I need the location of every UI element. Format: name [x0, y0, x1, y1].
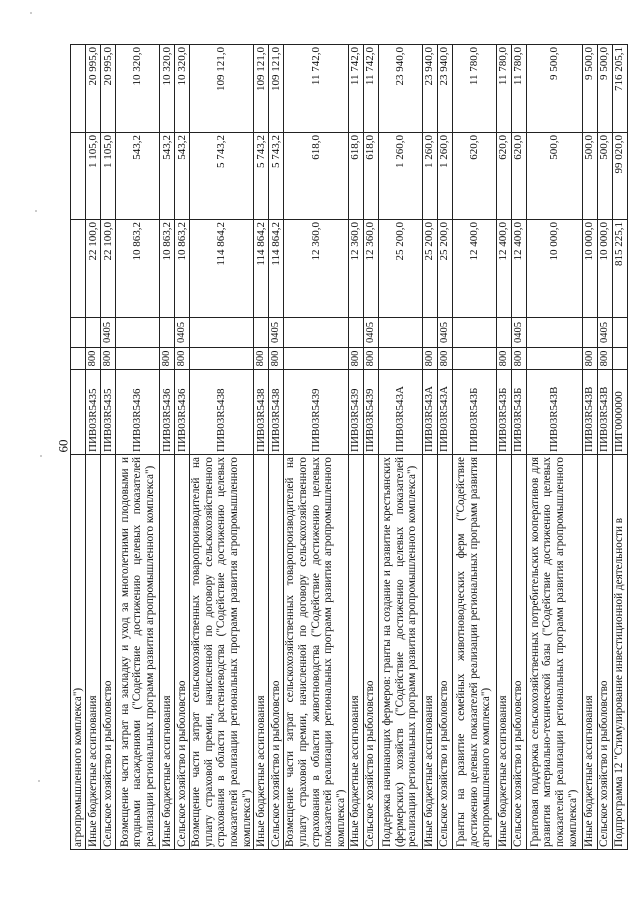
- amount-federal-cell: 20 995,0: [86, 45, 101, 133]
- amount-total-cell: 12 400,0: [452, 220, 496, 318]
- section-code-cell: [348, 318, 363, 348]
- expense-type-cell: 800: [101, 348, 116, 370]
- budget-table-rotated: [70, 45, 626, 850]
- amount-federal-cell: 11 742,0: [348, 45, 363, 133]
- target-code-cell: ПИВ03R5435: [101, 370, 116, 455]
- table-row: [284, 45, 348, 850]
- expense-type-cell: [612, 348, 627, 370]
- expense-type-cell: [116, 348, 160, 370]
- amount-federal-cell: 11 780,0: [452, 45, 496, 133]
- amount-federal-cell: 10 320,0: [160, 45, 175, 133]
- table-row: [597, 45, 612, 850]
- target-code-cell: ПИГ0000000: [612, 370, 627, 455]
- section-code-cell: 0405: [363, 318, 378, 348]
- row-name-cell: Возмещение части затрат на закладку и уход за многолетними плодовыми и ягодными насаждениями ("Содействие достижению целевых показателей реализации региональных программ развития агропромышленного комплекса"): [116, 455, 160, 850]
- table-row: [86, 45, 101, 850]
- section-code-cell: [582, 318, 597, 348]
- amount-regional-cell: 543,2: [160, 133, 175, 220]
- row-name-cell: Поддержка начинающих фермеров: гранты на создание и развитие крестьянских (фермерских) хозяйств ("Содействие достижению целевых показателей реализации региональных программ развития агропромышленного комплекса"): [378, 455, 422, 850]
- row-name-cell: Сельское хозяйство и рыболовство: [363, 455, 378, 850]
- amount-total-cell: 815 225,1: [612, 220, 627, 318]
- amount-total-cell: 25 200,0: [422, 220, 437, 318]
- table-row: [422, 45, 437, 850]
- section-code-cell: 0405: [101, 318, 116, 348]
- table-row: [526, 45, 582, 850]
- expense-type-cell: 800: [269, 348, 284, 370]
- amount-total-cell: 22 100,0: [101, 220, 116, 318]
- amount-federal-cell: [71, 45, 86, 133]
- amount-regional-cell: 5 743,2: [254, 133, 269, 220]
- amount-federal-cell: 20 995,0: [101, 45, 116, 133]
- amount-total-cell: 114 864,2: [254, 220, 269, 318]
- row-name-cell: Возмещение части затрат сельскохозяйственных товаропроизводителей на уплату страховой премии, начисленной по договору сельскохозяйственного страхования в области растениеводства ("Содействие достижению целевых показателей реализации региональных программ развития агропромышленного комплекса"): [190, 455, 254, 850]
- amount-total-cell: 22 100,0: [86, 220, 101, 318]
- row-name-cell: Иные бюджетные ассигнования: [496, 455, 511, 850]
- expense-type-cell: 800: [86, 348, 101, 370]
- section-code-cell: [160, 318, 175, 348]
- amount-regional-cell: 500,0: [526, 133, 582, 220]
- target-code-cell: ПИВ03R543В: [582, 370, 597, 455]
- target-code-cell: ПИВ03R5439: [348, 370, 363, 455]
- target-code-cell: ПИВ03R5436: [175, 370, 190, 455]
- target-code-cell: ПИВ03R543А: [422, 370, 437, 455]
- table-row: [496, 45, 511, 850]
- section-code-cell: 0405: [597, 318, 612, 348]
- row-name-cell: Гранты на развитие семейных животноводческих ферм ("Содействие достижению целевых показателей реализации региональных программ развития агропромышленного комплекса"): [452, 455, 496, 850]
- target-code-cell: ПИВ03R5438: [254, 370, 269, 455]
- row-name-cell: Иные бюджетные ассигнования: [160, 455, 175, 850]
- budget-table-viewport: [70, 45, 626, 850]
- amount-federal-cell: 23 940,0: [422, 45, 437, 133]
- target-code-cell: ПИВ03R5436: [116, 370, 160, 455]
- expense-type-cell: 800: [254, 348, 269, 370]
- section-code-cell: [116, 318, 160, 348]
- target-code-cell: ПИВ03R5439: [363, 370, 378, 455]
- table-row: [452, 45, 496, 850]
- amount-federal-cell: 10 320,0: [175, 45, 190, 133]
- amount-regional-cell: 99 020,0: [612, 133, 627, 220]
- amount-total-cell: 12 360,0: [284, 220, 348, 318]
- amount-federal-cell: 11 742,0: [284, 45, 348, 133]
- amount-regional-cell: 1 105,0: [86, 133, 101, 220]
- expense-type-cell: 800: [597, 348, 612, 370]
- target-code-cell: ПИВ03R5438: [269, 370, 284, 455]
- expense-type-cell: 800: [511, 348, 526, 370]
- target-code-cell: ПИВ03R543А: [437, 370, 452, 455]
- row-name-cell: Сельское хозяйство и рыболовство: [597, 455, 612, 850]
- amount-regional-cell: 618,0: [348, 133, 363, 220]
- amount-federal-cell: 11 742,0: [363, 45, 378, 133]
- amount-regional-cell: 620,0: [511, 133, 526, 220]
- target-code-cell: ПИВ03R543В: [526, 370, 582, 455]
- amount-federal-cell: 109 121,0: [190, 45, 254, 133]
- amount-total-cell: 12 360,0: [363, 220, 378, 318]
- section-code-cell: 0405: [437, 318, 452, 348]
- amount-federal-cell: 109 121,0: [269, 45, 284, 133]
- table-row: [511, 45, 526, 850]
- scan-speck: [35, 210, 37, 212]
- amount-regional-cell: 1 260,0: [378, 133, 422, 220]
- section-code-cell: [526, 318, 582, 348]
- amount-federal-cell: 23 940,0: [378, 45, 422, 133]
- target-code-cell: ПИВ03R5435: [86, 370, 101, 455]
- amount-regional-cell: 5 743,2: [269, 133, 284, 220]
- section-code-cell: [71, 318, 86, 348]
- section-code-cell: [254, 318, 269, 348]
- amount-federal-cell: 109 121,0: [254, 45, 269, 133]
- expense-type-cell: [190, 348, 254, 370]
- row-name-cell: Иные бюджетные ассигнования: [254, 455, 269, 850]
- row-name-cell: Сельское хозяйство и рыболовство: [437, 455, 452, 850]
- section-code-cell: 0405: [511, 318, 526, 348]
- row-name-cell: агропромышленного комплекса"): [71, 455, 86, 850]
- table-row: [101, 45, 116, 850]
- scan-speck: [38, 780, 40, 782]
- row-name-cell: Сельское хозяйство и рыболовство: [269, 455, 284, 850]
- expense-type-cell: 800: [496, 348, 511, 370]
- expense-type-cell: 800: [348, 348, 363, 370]
- expense-type-cell: 800: [175, 348, 190, 370]
- expense-type-cell: [452, 348, 496, 370]
- row-name-cell: Возмещение части затрат сельскохозяйственных товаропроизводителей на уплату страховой премии, начисленной по договору сельскохозяйственного страхования в области животноводства ("Содействие достижению целевых показателей реализации региональных программ развития агропромышленного комплекса"): [284, 455, 348, 850]
- row-name-cell: Сельское хозяйство и рыболовство: [175, 455, 190, 850]
- table-row: [160, 45, 175, 850]
- amount-regional-cell: 5 743,2: [190, 133, 254, 220]
- target-code-cell: ПИВ03R5438: [190, 370, 254, 455]
- section-code-cell: [452, 318, 496, 348]
- amount-federal-cell: 716 205,1: [612, 45, 627, 133]
- amount-regional-cell: 620,0: [496, 133, 511, 220]
- scan-speck: [30, 12, 32, 14]
- section-code-cell: [284, 318, 348, 348]
- budget-table-body: [71, 45, 628, 850]
- amount-regional-cell: 543,2: [116, 133, 160, 220]
- amount-federal-cell: 10 320,0: [116, 45, 160, 133]
- table-row: [175, 45, 190, 850]
- amount-total-cell: 114 864,2: [269, 220, 284, 318]
- amount-federal-cell: 9 500,0: [597, 45, 612, 133]
- table-row: [612, 45, 627, 850]
- amount-federal-cell: 23 940,0: [437, 45, 452, 133]
- amount-total-cell: 25 200,0: [378, 220, 422, 318]
- table-row: [582, 45, 597, 850]
- amount-total-cell: [71, 220, 86, 318]
- table-row: [348, 45, 363, 850]
- amount-total-cell: 10 000,0: [526, 220, 582, 318]
- target-code-cell: ПИВ03R5436: [160, 370, 175, 455]
- row-name-cell: Иные бюджетные ассигнования: [582, 455, 597, 850]
- amount-regional-cell: 618,0: [363, 133, 378, 220]
- amount-total-cell: 10 000,0: [597, 220, 612, 318]
- table-row: [254, 45, 269, 850]
- row-name-cell: Иные бюджетные ассигнования: [348, 455, 363, 850]
- table-row: [190, 45, 254, 850]
- amount-total-cell: 10 863,2: [175, 220, 190, 318]
- amount-total-cell: 114 864,2: [190, 220, 254, 318]
- amount-regional-cell: 1 260,0: [422, 133, 437, 220]
- amount-total-cell: 12 360,0: [348, 220, 363, 318]
- row-name-cell: Сельское хозяйство и рыболовство: [511, 455, 526, 850]
- table-row: [269, 45, 284, 850]
- table-row: [71, 45, 86, 850]
- row-name-cell: Подпрограмма 12 "Стимулирование инвестиционной деятельности в: [612, 455, 627, 850]
- expense-type-cell: 800: [160, 348, 175, 370]
- target-code-cell: ПИВ03R543А: [378, 370, 422, 455]
- amount-total-cell: 10 863,2: [160, 220, 175, 318]
- amount-total-cell: 12 400,0: [496, 220, 511, 318]
- amount-regional-cell: 500,0: [582, 133, 597, 220]
- amount-total-cell: 10 863,2: [116, 220, 160, 318]
- target-code-cell: ПИВ03R543Б: [511, 370, 526, 455]
- amount-regional-cell: 620,0: [452, 133, 496, 220]
- table-row: [437, 45, 452, 850]
- page-number: 60: [55, 439, 71, 453]
- row-name-cell: Грантовая поддержка сельскохозяйственных потребительских кооперативов для развития материально-технической базы ("Содействие достижению целевых показателей реализации региональных программ развития агропромышленного комплекса"): [526, 455, 582, 850]
- amount-regional-cell: 500,0: [597, 133, 612, 220]
- table-row: [116, 45, 160, 850]
- section-code-cell: 0405: [175, 318, 190, 348]
- expense-type-cell: 800: [422, 348, 437, 370]
- table-row: [363, 45, 378, 850]
- amount-total-cell: 10 000,0: [582, 220, 597, 318]
- scan-speck: [40, 455, 42, 457]
- amount-regional-cell: 618,0: [284, 133, 348, 220]
- expense-type-cell: [284, 348, 348, 370]
- amount-federal-cell: 11 780,0: [511, 45, 526, 133]
- amount-regional-cell: 1 105,0: [101, 133, 116, 220]
- amount-regional-cell: 1 260,0: [437, 133, 452, 220]
- amount-federal-cell: 11 780,0: [496, 45, 511, 133]
- target-code-cell: [71, 370, 86, 455]
- budget-table: [70, 44, 628, 850]
- expense-type-cell: 800: [437, 348, 452, 370]
- expense-type-cell: [71, 348, 86, 370]
- amount-federal-cell: 9 500,0: [526, 45, 582, 133]
- section-code-cell: [378, 318, 422, 348]
- amount-total-cell: 25 200,0: [437, 220, 452, 318]
- row-name-cell: Иные бюджетные ассигнования: [422, 455, 437, 850]
- amount-regional-cell: [71, 133, 86, 220]
- expense-type-cell: 800: [363, 348, 378, 370]
- section-code-cell: [86, 318, 101, 348]
- amount-regional-cell: 543,2: [175, 133, 190, 220]
- row-name-cell: Иные бюджетные ассигнования: [86, 455, 101, 850]
- amount-federal-cell: 9 500,0: [582, 45, 597, 133]
- table-row: [378, 45, 422, 850]
- section-code-cell: 0405: [269, 318, 284, 348]
- target-code-cell: ПИВ03R5439: [284, 370, 348, 455]
- target-code-cell: ПИВ03R543Б: [452, 370, 496, 455]
- section-code-cell: [190, 318, 254, 348]
- section-code-cell: [612, 318, 627, 348]
- amount-total-cell: 12 400,0: [511, 220, 526, 318]
- section-code-cell: [422, 318, 437, 348]
- section-code-cell: [496, 318, 511, 348]
- expense-type-cell: [378, 348, 422, 370]
- target-code-cell: ПИВ03R543Б: [496, 370, 511, 455]
- expense-type-cell: [526, 348, 582, 370]
- target-code-cell: ПИВ03R543В: [597, 370, 612, 455]
- row-name-cell: Сельское хозяйство и рыболовство: [101, 455, 116, 850]
- expense-type-cell: 800: [582, 348, 597, 370]
